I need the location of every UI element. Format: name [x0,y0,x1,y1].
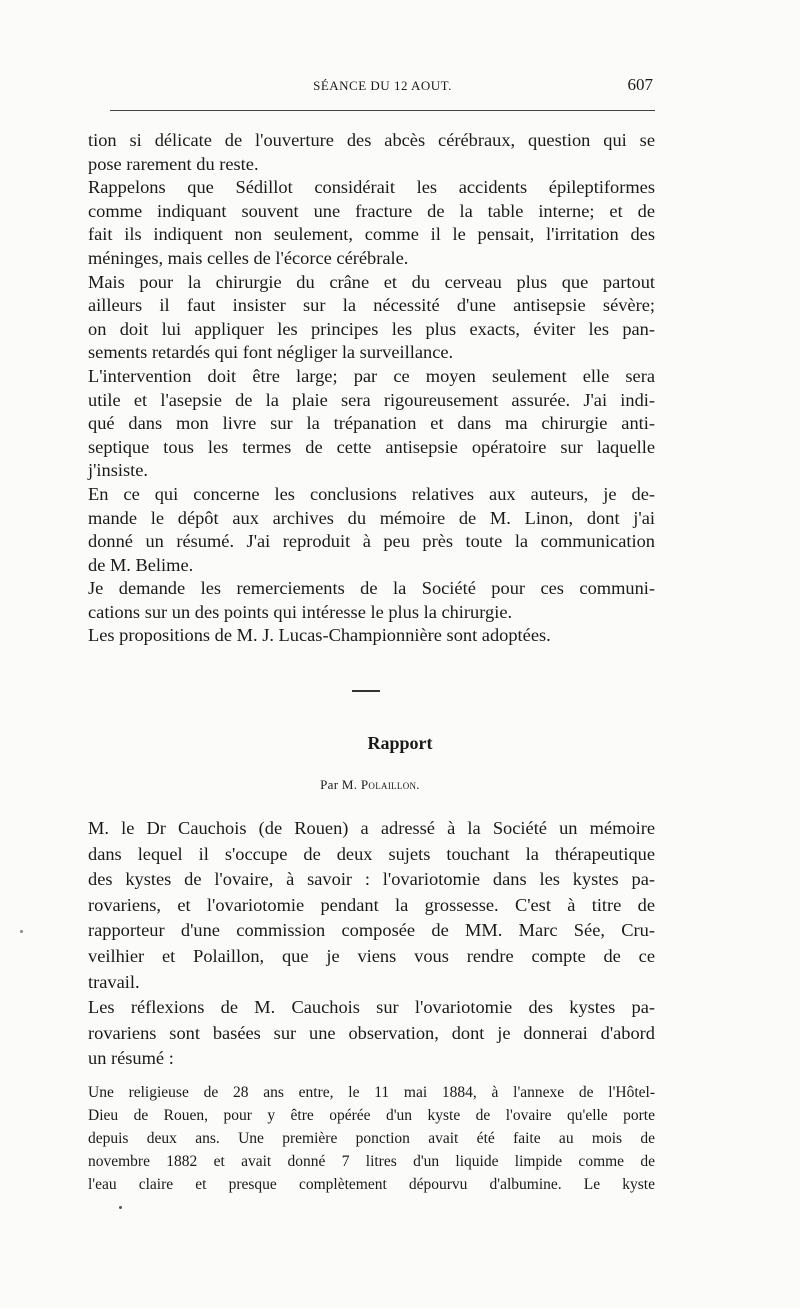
text-line: Je demande les remerciements de la Société pour ces communi- [88,578,655,599]
quoted-observation [88,1081,655,1196]
text-line: rapporteur d'une commission composée de MM. Marc Sée, Cru- [88,920,655,941]
text-line: comme indiquant souvent une fracture de la table interne; et de [88,200,655,221]
text-line: sements retardés qui font négliger la surveillance. [88,342,454,363]
text-line: méninges, mais celles de l'écorce cérébrale. [88,247,409,268]
text-line: on doit lui appliquer les principes les plus exacts, éviter les pan- [88,318,655,339]
text-line: tion si délicate de l'ouverture des abcès cérébraux, question qui se [88,130,655,150]
text-line: Une religieuse de 28 ans entre, le 11 mai 1884, à l'annexe de l'Hôtel- [88,1084,655,1101]
text-line: Dieu de Rouen, pour y être opérée d'un kyste de l'ovaire qu'elle porte [88,1107,655,1124]
text-line: Rappelons que Sédillot considérait les accidents épileptiformes [88,177,655,198]
text-line: depuis deux ans. Une première ponction avait été faite au mois de [88,1130,655,1147]
body-text-block-b [88,816,655,1072]
text-line: ailleurs il faut insister sur la nécessité d'une antisepsie sévère; [88,295,655,316]
text-line: Les réflexions de M. Cauchois sur l'ovariotomie des kystes pa- [88,997,655,1018]
text-line: un résumé : [88,1048,174,1069]
body-text-block-a [88,129,655,648]
text-line: L'intervention doit être large; par ce moyen seulement elle sera [88,365,655,386]
text-line: utile et l'asepsie de la plaie sera rigoureusement assurée. J'ai indi- [88,389,655,410]
margin-mark [20,930,23,933]
text-line: j'insiste. [88,460,149,481]
text-line: cations sur un des points qui intéresse le plus la chirurgie. [88,601,513,622]
running-title: SÉANCE DU 12 AOUT. [313,78,452,93]
text-line: mande le dépôt aux archives du mémoire de M. Linon, dont j'ai [88,507,655,528]
text-line: En ce qui concerne les conclusions relatives aux auteurs, je de- [88,483,655,504]
text-line: l'eau claire et presque complètement dépourvu d'albumine. Le kyste [88,1176,655,1193]
text-line: de M. Belime. [88,554,194,575]
text-line: qué dans mon livre sur la trépanation et dans ma chirurgie anti- [88,413,655,434]
header-rule [110,110,655,111]
text-line: septique tous les termes de cette antisepsie opératoire sur laquelle [88,436,655,457]
text-line: novembre 1882 et avait donné 7 litres d'un liquide limpide comme de [88,1153,655,1170]
page-number: 607 [627,75,653,94]
text-line: dans lequel il s'occupe de deux sujets touchant la thérapeutique [88,843,655,864]
byline-author: Polaillon. [360,777,420,792]
text-line: veilhier et Polaillon, que je viens vous rendre compte de ce [88,945,655,966]
text-line: donné un résumé. J'ai reproduit à peu près toute la communication [88,531,655,552]
report-byline [0,777,740,793]
text-line: des kystes de l'ovaire, à savoir : l'ovariotomie dans les kystes pa- [88,869,655,890]
running-header [110,75,655,100]
text-line: rovariens sont basées sur une observation, dont je donnerai d'abord [88,1022,655,1043]
text-line: Mais pour la chirurgie du crâne et du cerveau plus que partout [88,271,655,292]
text-line: Les propositions de M. J. Lucas-Championnière sont adoptées. [88,625,551,646]
byline-prefix: Par M. [320,777,361,792]
text-line: M. le Dr Cauchois (de Rouen) a adressé à la Société un mémoire [88,818,655,838]
report-heading: Rapport [367,733,433,753]
text-line: fait ils indiquent non seulement, comme il le pensait, l'irritation des [88,224,655,245]
text-line: pose rarement du reste. [88,153,259,174]
section-separator [352,690,380,692]
text-line: travail. [88,971,140,992]
text-line: rovariens, et l'ovariotomie pendant la grossesse. C'est à titre de [88,894,655,915]
ink-speck [119,1206,122,1209]
